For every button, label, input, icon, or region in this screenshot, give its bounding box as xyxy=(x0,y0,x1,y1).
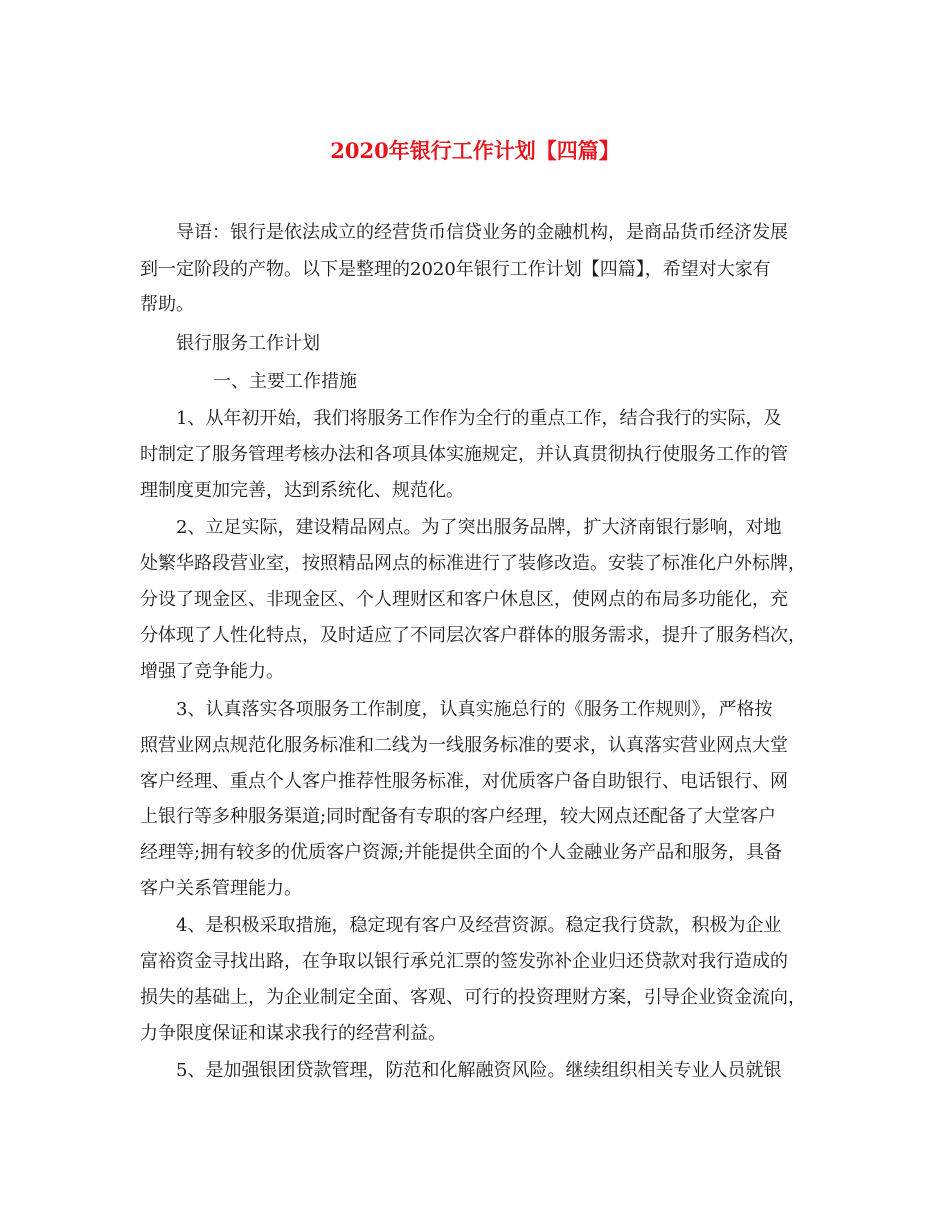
item-4-line-3: 损失的基础上，为企业制定全面、客观、可行的投资理财方案，引导企业资金流向， xyxy=(140,987,806,1008)
item-3-line-6: 客户关系管理能力。 xyxy=(140,878,302,899)
item-2-line-3: 分设了现金区、非现金区、个人理财区和客户休息区，使网点的布局多功能化，充 xyxy=(140,589,788,610)
item-1-line-1: 1、从年初开始，我们将服务工作作为全行的重点工作，结合我行的实际，及 xyxy=(176,408,782,429)
item-4-line-4: 力争限度保证和谋求我行的经营利益。 xyxy=(140,1023,446,1044)
item-4-line-1: 4、是积极采取措施，稳定现有客户及经营资源。稳定我行贷款，积极为企业 xyxy=(176,915,782,936)
item-1-line-2: 时制定了服务管理考核办法和各项具体实施规定，并认真贯彻执行使服务工作的管 xyxy=(140,444,788,465)
subsection-heading: 一、主要工作措施 xyxy=(213,371,357,392)
item-3-line-1: 3、认真落实各项服务工作制度，认真实施总行的《服务工作规则》，严格按 xyxy=(176,699,773,720)
item-3-line-2: 照营业网点规范化服务标准和二线为一线服务标准的要求，认真落实营业网点大堂 xyxy=(140,735,788,756)
section-heading: 银行服务工作计划 xyxy=(176,333,320,354)
item-3-line-3: 客户经理、重点个人客户推荐性服务标准，对优质客户备自助银行、电话银行、网 xyxy=(140,771,788,792)
item-2-line-4: 分体现了人性化特点，及时适应了不同层次客户群体的服务需求，提升了服务档次， xyxy=(140,625,806,646)
item-3-line-4: 上银行等多种服务渠道;同时配备有专职的客户经理，较大网点还配备了大堂客户 xyxy=(140,806,777,827)
item-5-line-1: 5、是加强银团贷款管理，防范和化解融资风险。继续组织相关专业人员就银 xyxy=(176,1060,782,1081)
item-2-line-5: 增强了竞争能力。 xyxy=(140,661,284,682)
intro-line-3: 帮助。 xyxy=(140,294,194,315)
intro-line-1: 导语：银行是依法成立的经营货币信贷业务的金融机构，是商品货币经济发展 xyxy=(176,222,788,243)
intro-line-2: 到一定阶段的产物。以下是整理的2020年银行工作计划【四篇】，希望对大家有 xyxy=(140,259,771,280)
item-2-line-1: 2、立足实际，建设精品网点。为了突出服务品牌，扩大济南银行影响，对地 xyxy=(176,517,782,538)
item-3-line-5: 经理等;拥有较多的优质客户资源;并能提供全面的个人金融业务产品和服务，具备 xyxy=(140,842,783,863)
document-title: 2020年银行工作计划【四篇】 xyxy=(330,138,620,163)
item-2-line-2: 处繁华路段营业室，按照精品网点的标准进行了装修改造。安装了标准化户外标牌， xyxy=(140,553,806,574)
item-4-line-2: 富裕资金寻找出路，在争取以银行承兑汇票的签发弥补企业归还贷款对我行造成的 xyxy=(140,951,788,972)
item-1-line-3: 理制度更加完善，达到系统化、规范化。 xyxy=(140,480,464,501)
